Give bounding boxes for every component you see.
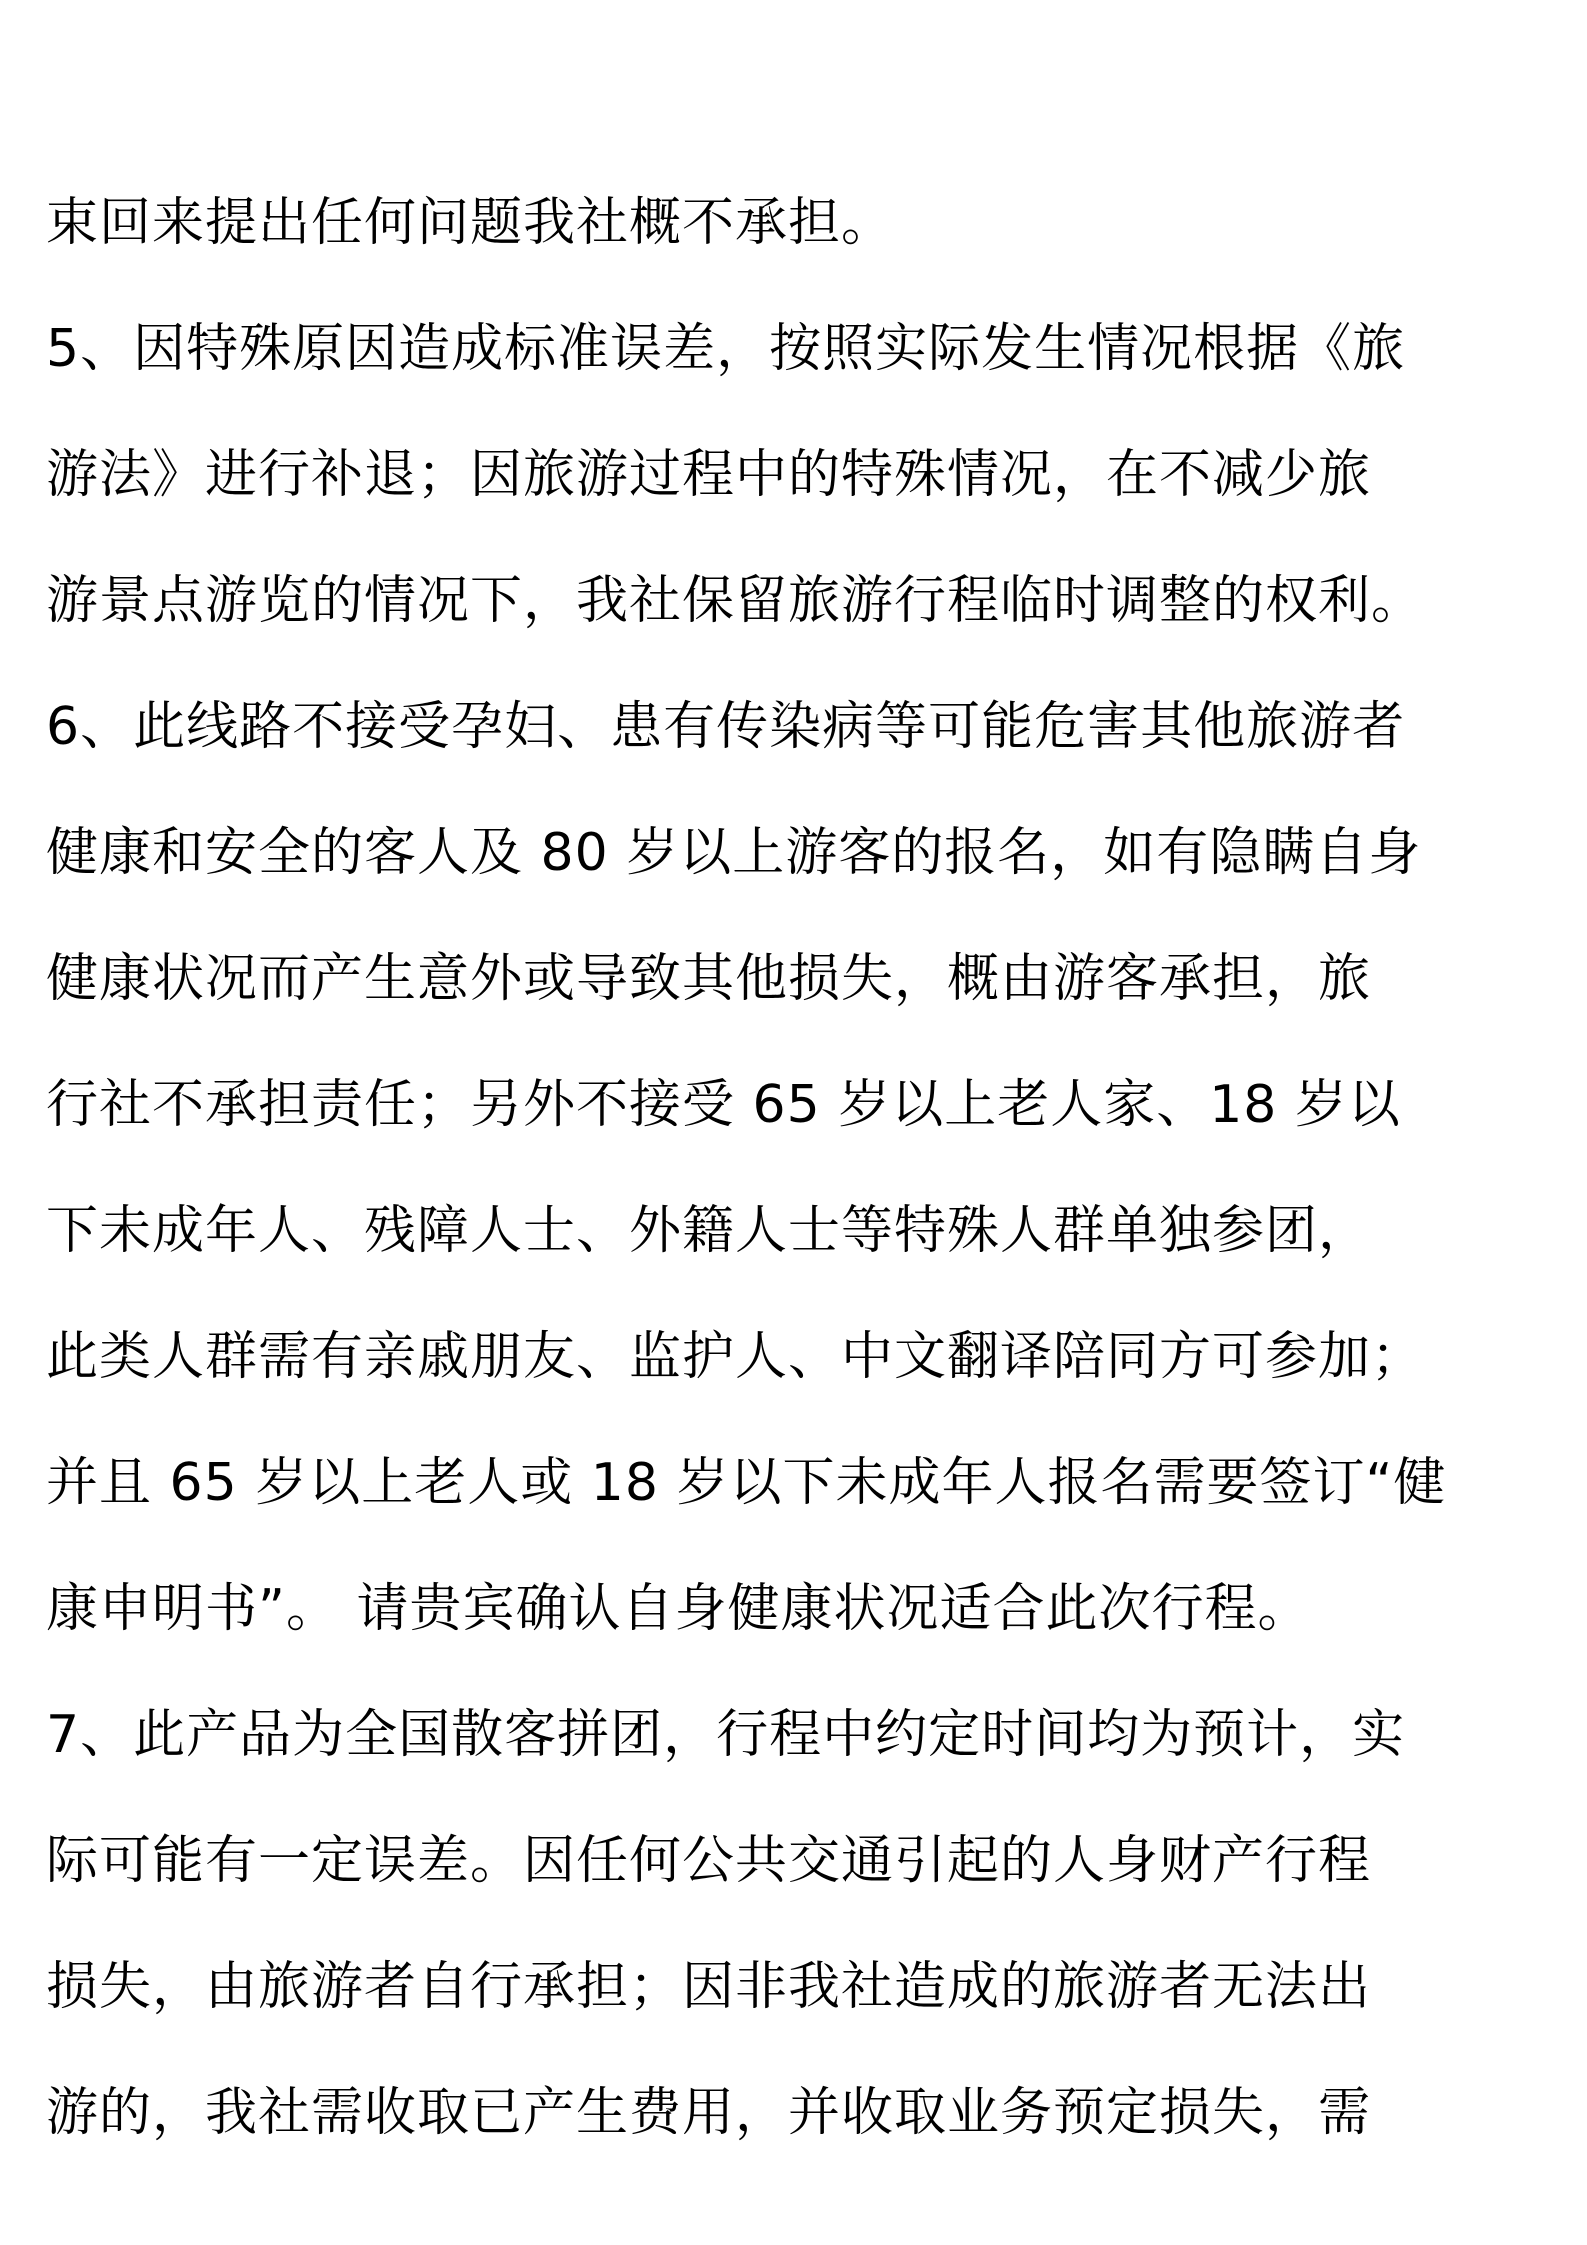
text-line-13: 7、此产品为全国散客拼团，行程中约定时间均为预计，实: [46, 1705, 1406, 1765]
text-line-1: 束回来提出任何问题我社概不承担。: [46, 193, 895, 253]
text-line-7: 健康状况而产生意外或导致其他损失，概由游客承担，旅: [46, 949, 1372, 1009]
text-line-14: 际可能有一定误差。因任何公共交通引起的人身财产行程: [46, 1831, 1372, 1891]
text-line-12: 康申明书”。 请贵宾确认自身健康状况适合此次行程。: [46, 1579, 1311, 1639]
text-line-6: 健康和安全的客人及 80 岁以上游客的报名，如有隐瞒自身: [46, 823, 1422, 883]
text-line-11: 并且 65 岁以上老人或 18 岁以下未成年人报名需要签订“健: [46, 1453, 1447, 1513]
text-line-15: 损失，由旅游者自行承担；因非我社造成的旅游者无法出: [46, 1957, 1372, 2017]
text-line-3: 游法》进行补退；因旅游过程中的特殊情况，在不减少旅: [46, 445, 1372, 505]
body-text: [46, 160, 1546, 2176]
text-line-8: 行社不承担责任；另外不接受 65 岁以上老人家、18 岁以: [46, 1075, 1401, 1135]
text-line-5: 6、此线路不接受孕妇、患有传染病等可能危害其他旅游者: [46, 697, 1406, 757]
text-line-4: 游景点游览的情况下，我社保留旅游行程临时调整的权利。: [46, 571, 1425, 631]
text-line-9: 下未成年人、残障人士、外籍人士等特殊人群单独参团，: [46, 1201, 1372, 1261]
text-line-10: 此类人群需有亲戚朋友、监护人、中文翻译陪同方可参加；: [46, 1327, 1425, 1387]
text-line-2: 5、因特殊原因造成标准误差，按照实际发生情况根据《旅: [46, 319, 1406, 379]
text-line-16: 游的，我社需收取已产生费用，并收取业务预定损失，需: [46, 2083, 1372, 2143]
